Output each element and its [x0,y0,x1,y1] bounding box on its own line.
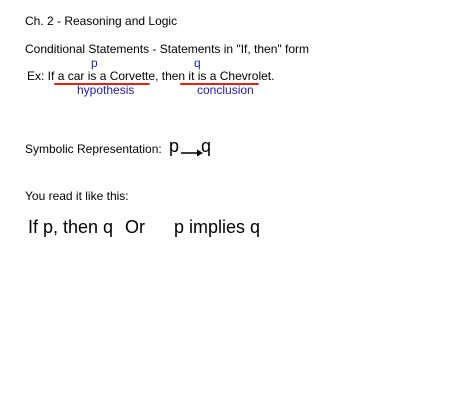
q-label: q [194,56,201,70]
example-prefix: Ex: If [27,69,58,83]
example-conclusion: it is a Chevrolet. [188,69,275,83]
right-arrow-icon [181,145,203,155]
example-hypothesis: a car is a Corvette [57,69,156,83]
example-sentence [27,70,274,82]
symbolic-p: p [169,136,180,156]
hypothesis-label: hypothesis [77,83,135,97]
page-heading: Ch. 2 - Reasoning and Logic [25,14,178,28]
symbolic-q: q [201,136,212,156]
symbolic-representation-label: Symbolic Representation: [25,142,162,156]
reading-or: Or [125,217,145,237]
p-label: p [91,56,98,70]
read-intro: You read it like this: [25,189,129,203]
reading-implies: p implies q [174,217,261,237]
example-middle: , then [155,69,189,83]
conditional-statements-heading: Conditional Statements - Statements in "If, then" form [25,42,309,56]
conclusion-label: conclusion [197,83,254,97]
reading-if-then: If p, then q [28,217,114,237]
